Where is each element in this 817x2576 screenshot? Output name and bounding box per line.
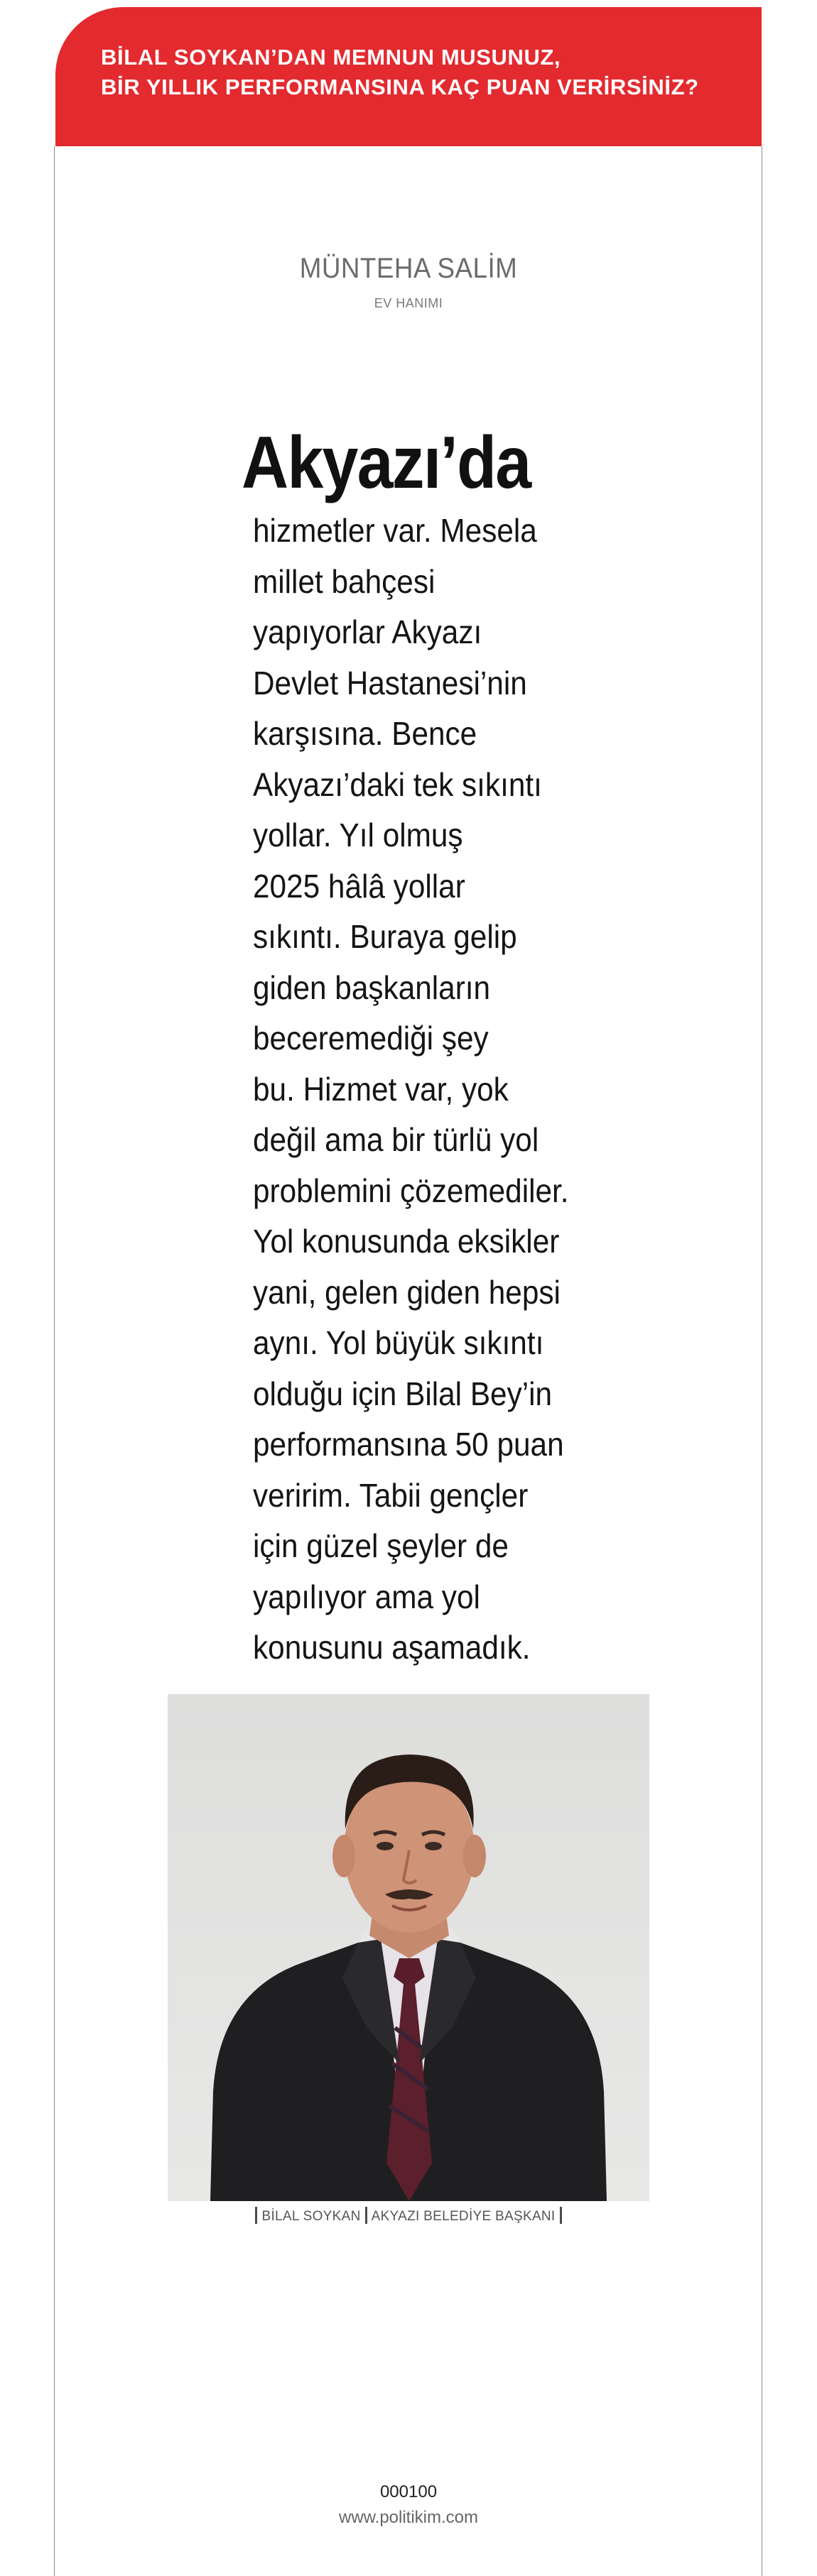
caption-divider	[365, 2207, 367, 2224]
body-line: performansına 50 puan	[253, 1426, 564, 1463]
body-line: giden başkanların	[253, 968, 491, 1006]
person-title: EV HANIMI	[374, 296, 443, 310]
body-line: yollar. Yıl olmuş	[253, 817, 463, 853]
body-line: Devlet Hastanesi’nin	[253, 664, 527, 702]
body-line: yapılıyor ama yol	[253, 1578, 480, 1615]
portrait-photo	[168, 1694, 649, 2201]
page-frame-left	[54, 146, 55, 2576]
body-line: 2025 hâlâ yollar	[253, 867, 465, 905]
header-banner	[55, 7, 762, 146]
body-line: bu. Hizmet var, yok	[253, 1070, 509, 1108]
website-link[interactable]: www.politikim.com	[338, 2508, 479, 2527]
body-line: Akyazı’daki tek sıkıntı	[253, 765, 542, 803]
person-name: MÜNTEHA SALİM	[299, 253, 518, 284]
body-line: problemini çözemediler.	[253, 1172, 569, 1209]
caption-divider	[255, 2207, 257, 2224]
body-line: hizmetler var. Mesela	[253, 512, 537, 549]
page-number: 000100	[379, 2482, 438, 2501]
photo-caption	[142, 2208, 675, 2225]
body-line: millet bahçesi	[253, 562, 435, 600]
body-line: yapıyorlar Akyazı	[253, 613, 482, 650]
caption-divider	[560, 2207, 562, 2224]
body-line: konusunu aşamadık.	[253, 1629, 531, 1666]
header-line-1: BİLAL SOYKAN’DAN MEMNUN MUSUNUZ,	[101, 45, 561, 70]
body-line: Yol konusunda eksikler	[253, 1223, 560, 1260]
header-line-2: BİR YILLIK PERFORMANSINA KAÇ PUAN VERİRSİNİZ?	[101, 75, 699, 99]
body-line: sıkıntı. Buraya gelip	[253, 918, 517, 955]
body-line: aynı. Yol büyük sıkıntı	[253, 1324, 544, 1361]
body-line: veririm. Tabii gençler	[253, 1476, 529, 1514]
caption-name: BİLAL SOYKAN	[261, 2209, 361, 2225]
caption-role: AKYAZI BELEDİYE BAŞKANI	[371, 2209, 556, 2225]
body-line: değil ama bir türlü yol	[253, 1121, 539, 1158]
article-headline: Akyazı’da	[242, 422, 531, 504]
body-line: beceremediği şey	[253, 1020, 489, 1057]
portrait-illustration	[168, 1694, 649, 2201]
body-line: karşısına. Bence	[253, 715, 477, 752]
body-line: yani, gelen giden hepsi	[253, 1273, 561, 1311]
body-line: olduğu için Bilal Bey’in	[253, 1375, 553, 1412]
article-body	[253, 506, 622, 1674]
body-line: için güzel şeyler de	[253, 1527, 509, 1564]
